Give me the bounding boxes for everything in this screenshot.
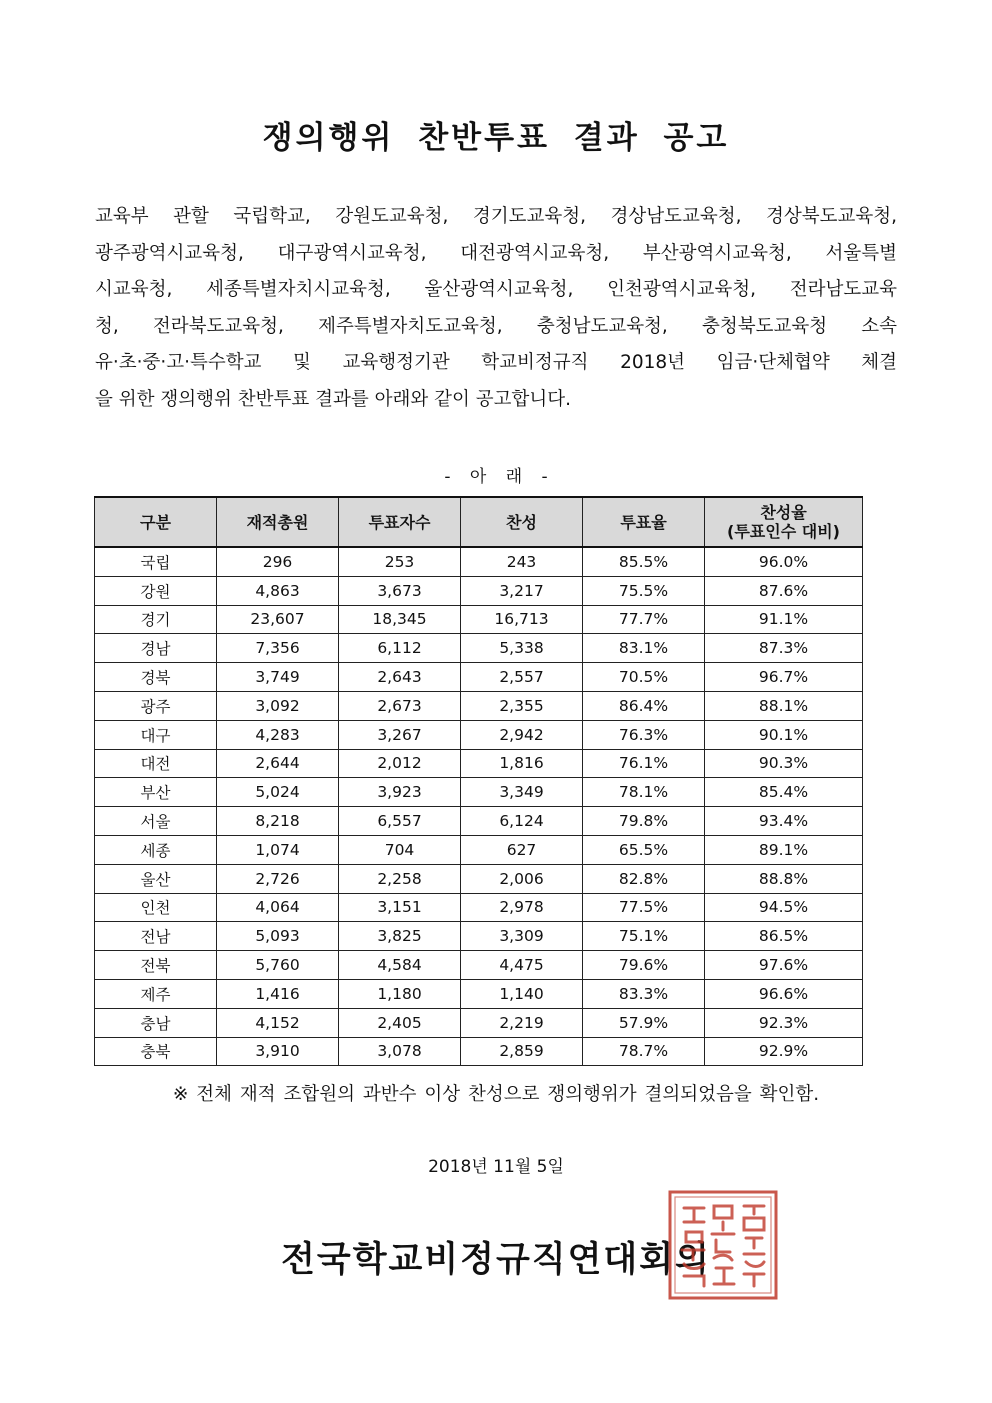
cell-total-members: 4,863 [217,576,339,605]
section-heading: - 아 래 - [444,467,548,487]
table-row [95,1037,863,1066]
table-row [95,576,863,605]
intro-line: 교육부 관할 국립학교, 강원도교육청, 경기도교육청, 경상남도교육청, 경상북도교육청, [95,206,897,227]
table-row [95,634,863,663]
cell-total-members: 3,092 [217,691,339,720]
intro-line: 광주광역시교육청, 대구광역시교육청, 대전광역시교육청, 부산광역시교육청, 서울특별 [95,242,897,264]
cell-in-favor: 1,140 [461,979,583,1008]
cell-region: 서울 [95,807,217,836]
cell-region: 국립 [95,547,217,576]
cell-in-favor: 2,355 [461,691,583,720]
cell-voters: 704 [339,835,461,864]
cell-region: 대구 [95,720,217,749]
header-in-favor: 찬성 [461,497,583,547]
cell-turnout: 77.7% [583,605,705,634]
cell-approval-rate: 97.6% [705,951,863,980]
cell-total-members: 1,074 [217,835,339,864]
table-row [95,749,863,778]
table-row [95,835,863,864]
cell-region: 충북 [95,1037,217,1066]
cell-region: 광주 [95,691,217,720]
cell-region: 세종 [95,835,217,864]
cell-region: 경남 [95,634,217,663]
cell-region: 대전 [95,749,217,778]
cell-turnout: 79.6% [583,951,705,980]
cell-in-favor: 3,309 [461,922,583,951]
cell-approval-rate: 85.4% [705,778,863,807]
cell-region: 전북 [95,951,217,980]
table-header-row [95,497,863,547]
intro-paragraph [95,199,897,418]
table-row [95,807,863,836]
cell-voters: 2,258 [339,864,461,893]
table-row [95,605,863,634]
cell-turnout: 65.5% [583,835,705,864]
cell-total-members: 23,607 [217,605,339,634]
cell-total-members: 4,152 [217,1008,339,1037]
confirmation-note: ※ 전체 재적 조합원의 과반수 이상 찬성으로 쟁의행위가 결의되었음을 확인함. [172,1084,820,1105]
table-row [95,778,863,807]
header-region: 구분 [95,497,217,547]
cell-approval-rate: 92.3% [705,1008,863,1037]
cell-total-members: 4,064 [217,893,339,922]
table-body [95,547,863,1066]
cell-approval-rate: 89.1% [705,835,863,864]
cell-in-favor: 5,338 [461,634,583,663]
cell-region: 경기 [95,605,217,634]
table-row [95,663,863,692]
cell-in-favor: 2,557 [461,663,583,692]
intro-line: 유·초·중·고·특수학교 및 교육행정기관 학교비정규직 2018년 임금·단체협약 체결 [95,352,897,373]
cell-approval-rate: 88.1% [705,691,863,720]
cell-turnout: 77.5% [583,893,705,922]
cell-total-members: 296 [217,547,339,576]
header-approval-rate [705,497,863,547]
cell-in-favor: 243 [461,547,583,576]
table-row [95,979,863,1008]
table-row [95,720,863,749]
cell-region: 경북 [95,663,217,692]
cell-approval-rate: 93.4% [705,807,863,836]
cell-voters: 3,923 [339,778,461,807]
cell-voters: 2,405 [339,1008,461,1037]
cell-approval-rate: 86.5% [705,922,863,951]
cell-in-favor: 2,942 [461,720,583,749]
cell-total-members: 5,093 [217,922,339,951]
cell-voters: 253 [339,547,461,576]
cell-in-favor: 3,217 [461,576,583,605]
cell-region: 인천 [95,893,217,922]
cell-voters: 6,557 [339,807,461,836]
intro-line: 청, 전라북도교육청, 제주특별자치도교육청, 충청남도교육청, 충청북도교육청 소속 [95,315,897,337]
cell-in-favor: 627 [461,835,583,864]
cell-voters: 3,825 [339,922,461,951]
cell-turnout: 83.3% [583,979,705,1008]
cell-approval-rate: 96.6% [705,979,863,1008]
cell-turnout: 75.5% [583,576,705,605]
cell-voters: 3,673 [339,576,461,605]
header-approval-rate-sub: (투표인수 대비) [727,522,840,541]
cell-approval-rate: 90.1% [705,720,863,749]
intro-line: 시교육청, 세종특별자치시교육청, 울산광역시교육청, 인천광역시교육청, 전라남도교육 [95,279,897,300]
cell-in-favor: 2,978 [461,893,583,922]
cell-turnout: 57.9% [583,1008,705,1037]
table-row [95,893,863,922]
cell-in-favor: 4,475 [461,951,583,980]
table-row [95,691,863,720]
cell-region: 제주 [95,979,217,1008]
cell-voters: 1,180 [339,979,461,1008]
cell-voters: 4,584 [339,951,461,980]
cell-region: 전남 [95,922,217,951]
document-title: 쟁의행위 찬반투표 결과 공고 [262,120,730,156]
cell-approval-rate: 90.3% [705,749,863,778]
cell-total-members: 3,749 [217,663,339,692]
cell-total-members: 2,726 [217,864,339,893]
results-table [94,496,863,1066]
cell-voters: 6,112 [339,634,461,663]
notice-date: 2018년 11월 5일 [428,1157,564,1177]
cell-voters: 18,345 [339,605,461,634]
cell-approval-rate: 96.7% [705,663,863,692]
table-row [95,951,863,980]
table-row [95,547,863,576]
intro-line: 을 위한 쟁의행위 찬반투표 결과를 아래와 같이 공고합니다. [95,388,571,410]
cell-total-members: 1,416 [217,979,339,1008]
table-row [95,922,863,951]
cell-voters: 2,643 [339,663,461,692]
header-turnout: 투표율 [583,497,705,547]
cell-total-members: 3,910 [217,1037,339,1066]
cell-turnout: 79.8% [583,807,705,836]
cell-in-favor: 16,713 [461,605,583,634]
cell-in-favor: 2,859 [461,1037,583,1066]
cell-turnout: 85.5% [583,547,705,576]
cell-in-favor: 2,219 [461,1008,583,1037]
cell-turnout: 76.3% [583,720,705,749]
official-seal-stamp [666,1188,780,1302]
cell-turnout: 78.1% [583,778,705,807]
cell-turnout: 76.1% [583,749,705,778]
cell-turnout: 78.7% [583,1037,705,1066]
cell-approval-rate: 92.9% [705,1037,863,1066]
cell-approval-rate: 88.8% [705,864,863,893]
cell-voters: 3,151 [339,893,461,922]
cell-total-members: 7,356 [217,634,339,663]
cell-in-favor: 2,006 [461,864,583,893]
cell-region: 충남 [95,1008,217,1037]
cell-region: 강원 [95,576,217,605]
cell-voters: 3,267 [339,720,461,749]
header-voters: 투표자수 [339,497,461,547]
cell-approval-rate: 96.0% [705,547,863,576]
cell-in-favor: 6,124 [461,807,583,836]
cell-turnout: 86.4% [583,691,705,720]
cell-total-members: 5,024 [217,778,339,807]
cell-in-favor: 3,349 [461,778,583,807]
cell-turnout: 82.8% [583,864,705,893]
cell-total-members: 5,760 [217,951,339,980]
cell-approval-rate: 94.5% [705,893,863,922]
cell-turnout: 70.5% [583,663,705,692]
cell-voters: 3,078 [339,1037,461,1066]
cell-approval-rate: 91.1% [705,605,863,634]
table-row [95,1008,863,1037]
cell-total-members: 4,283 [217,720,339,749]
cell-turnout: 83.1% [583,634,705,663]
cell-voters: 2,012 [339,749,461,778]
cell-approval-rate: 87.6% [705,576,863,605]
cell-approval-rate: 87.3% [705,634,863,663]
cell-turnout: 75.1% [583,922,705,951]
cell-region: 부산 [95,778,217,807]
cell-total-members: 8,218 [217,807,339,836]
cell-in-favor: 1,816 [461,749,583,778]
header-approval-rate-label: 찬성율 [760,503,807,522]
cell-total-members: 2,644 [217,749,339,778]
organization-name: 전국학교비정규직연대회의 [281,1239,711,1280]
table-row [95,864,863,893]
cell-voters: 2,673 [339,691,461,720]
cell-region: 울산 [95,864,217,893]
header-total-members: 재적총원 [217,497,339,547]
